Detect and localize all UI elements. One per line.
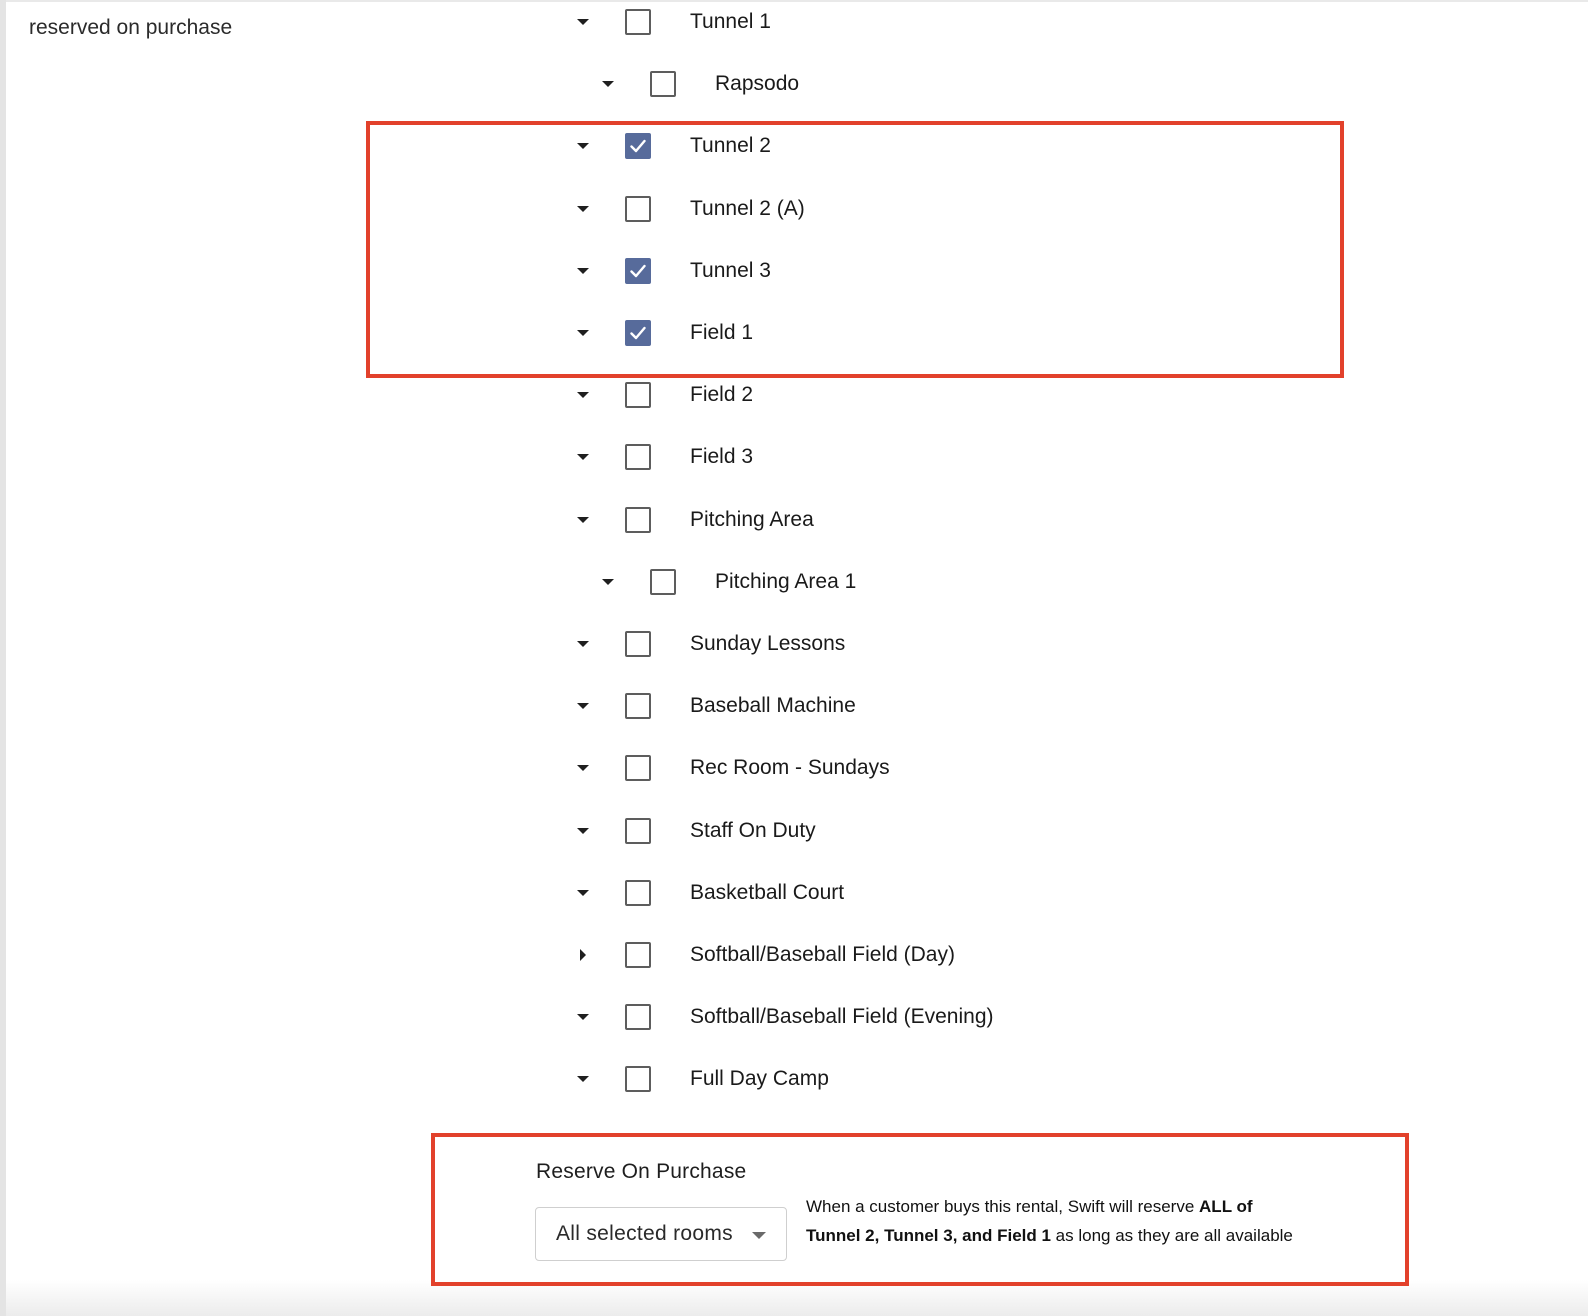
caret-down-icon[interactable]	[570, 880, 596, 906]
caret-down-icon[interactable]	[570, 1004, 596, 1030]
room-checkbox[interactable]	[625, 444, 651, 470]
room-checkbox[interactable]	[625, 755, 651, 781]
section-label: reserved on purchase	[29, 16, 233, 39]
room-checkbox[interactable]	[625, 1004, 651, 1030]
room-label: Pitching Area 1	[715, 569, 857, 593]
room-checkbox[interactable]	[625, 693, 651, 719]
room-label: Field 1	[690, 321, 754, 344]
help-text-prefix: When a customer buys this rental, Swift will reserve	[806, 1197, 1200, 1216]
caret-down-icon[interactable]	[595, 71, 621, 97]
help-text-suffix: as long as they are all available	[1050, 1226, 1293, 1245]
room-label: Tunnel 2	[690, 134, 771, 158]
room-row	[0, 613, 1300, 675]
room-row	[0, 737, 1300, 799]
room-row	[0, 800, 1300, 862]
caret-down-icon[interactable]	[570, 382, 596, 408]
room-label: Rec Room - Sundays	[690, 756, 890, 780]
room-row	[0, 0, 1300, 53]
room-checkbox[interactable]	[625, 9, 651, 35]
selected-rooms-highlight	[366, 121, 1344, 378]
help-text-bold-rooms: Tunnel 2, Tunnel 3, and Field 1	[806, 1226, 1051, 1245]
room-label: Tunnel 3	[690, 258, 771, 282]
room-checkbox[interactable]	[625, 382, 651, 408]
caret-down-icon[interactable]	[570, 507, 596, 533]
room-label: Sunday Lessons	[690, 632, 846, 655]
room-row	[0, 924, 1300, 986]
room-label: Softball/Baseball Field (Day)	[690, 943, 955, 966]
room-label: Field 3	[690, 445, 754, 469]
caret-right-icon[interactable]	[570, 942, 596, 968]
room-row	[0, 426, 1300, 488]
caret-down-icon[interactable]	[570, 1066, 596, 1092]
room-label: Field 2	[690, 383, 754, 407]
reserve-on-purchase-title: Reserve On Purchase	[536, 1160, 747, 1183]
caret-down-icon[interactable]	[570, 631, 596, 657]
room-row	[0, 551, 1300, 613]
caret-down-icon[interactable]	[595, 569, 621, 595]
room-checkbox[interactable]	[650, 71, 676, 97]
room-label: Softball/Baseball Field (Evening)	[690, 1005, 994, 1029]
help-text-bold-all: ALL of	[1199, 1197, 1253, 1216]
caret-down-icon[interactable]	[570, 444, 596, 470]
room-row	[0, 986, 1300, 1048]
reserve-on-purchase-highlight	[431, 1133, 1409, 1286]
room-label: Full Day Camp	[690, 1067, 829, 1091]
caret-down-icon[interactable]	[570, 755, 596, 781]
room-label: Staff On Duty	[690, 818, 816, 842]
room-label: Baseball Machine	[690, 694, 856, 718]
room-row	[0, 1048, 1300, 1110]
room-label: Pitching Area	[690, 507, 814, 531]
room-checkbox[interactable]	[625, 818, 651, 844]
caret-down-icon[interactable]	[570, 818, 596, 844]
room-row	[0, 675, 1300, 737]
reserve-select-value: All selected rooms	[556, 1222, 733, 1245]
room-label: Basketball Court	[690, 880, 845, 904]
room-label: Tunnel 1	[690, 10, 771, 33]
room-checkbox[interactable]	[625, 880, 651, 906]
room-checkbox[interactable]	[625, 507, 651, 533]
room-checkbox[interactable]	[625, 1066, 651, 1092]
room-row	[0, 862, 1300, 924]
caret-down-icon[interactable]	[570, 693, 596, 719]
room-row	[0, 53, 1300, 115]
caret-down-icon[interactable]	[570, 9, 596, 35]
room-label: Rapsodo	[715, 72, 800, 96]
room-checkbox[interactable]	[625, 942, 651, 968]
room-checkbox[interactable]	[625, 631, 651, 657]
room-label: Tunnel 2 (A)	[690, 196, 805, 220]
room-checkbox[interactable]	[650, 569, 676, 595]
room-row	[0, 489, 1300, 551]
